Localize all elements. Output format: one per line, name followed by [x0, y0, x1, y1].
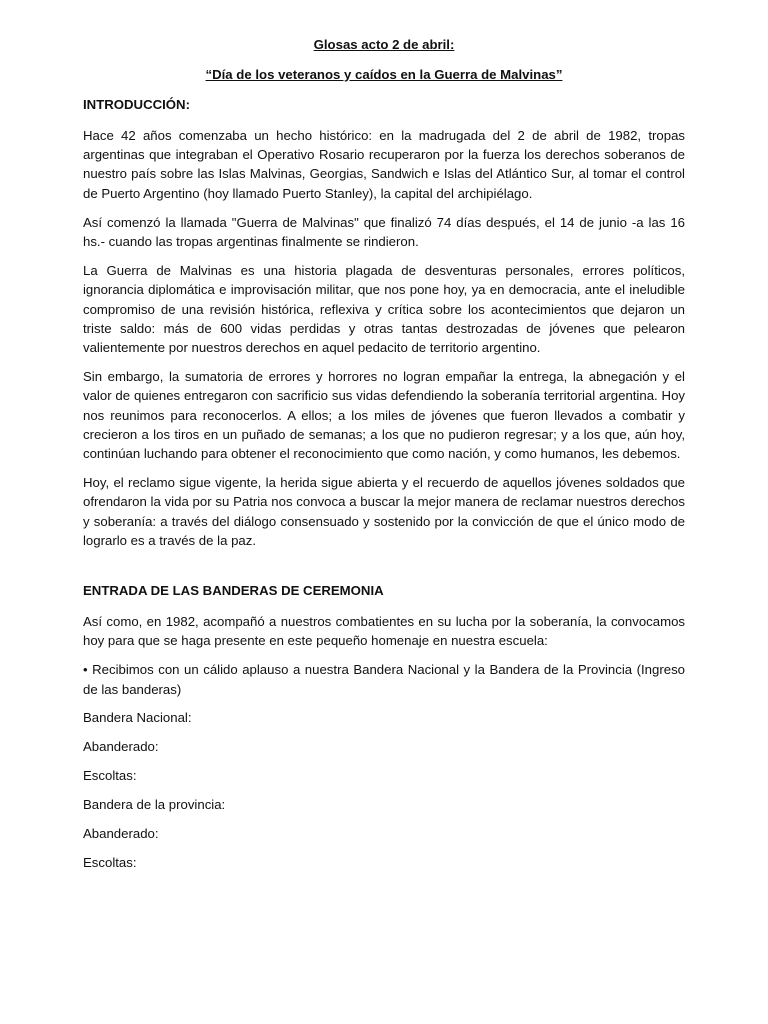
intro-paragraph-4: Sin embargo, la sumatoria de errores y horrores no logran empañar la entrega, la abnegación y el valor de quienes entregaron con sacrificio sus vidas defendiendo la soberanía territorial argentina. Hoy nos reunimos para reconocerlos. A ellos; a los miles de jóvenes que fueron llevados a combatir y crecieron a los tiros en un puñado de semanas; a los que no pudieron regresar; y a los que, aún hoy, continúan luchando para obtener el reconocimiento que como nación, y como humanos, les debemos.: [83, 369, 685, 462]
document-subtitle: “Día de los veteranos y caídos en la Guerra de Malvinas”: [205, 67, 563, 82]
intro-paragraph-2: Así comenzó la llamada "Guerra de Malvinas" que finalizó 74 días después, el 14 de junio -a las 16 hs.- cuando las tropas argentinas finalmente se rindieron.: [83, 214, 685, 250]
field-bandera-nacional: Bandera Nacional:: [83, 709, 192, 725]
field-escoltas-nacional: Escoltas:: [83, 767, 137, 783]
field-escoltas-provincia: Escoltas:: [83, 854, 137, 870]
field-abanderado-nacional: Abanderado:: [83, 738, 159, 754]
section-heading-entrada: ENTRADA DE LAS BANDERAS DE CEREMONIA: [83, 583, 384, 599]
field-bandera-provincia: Bandera de la provincia:: [83, 796, 226, 812]
field-abanderado-provincia: Abanderado:: [83, 825, 159, 841]
intro-paragraph-3: La Guerra de Malvinas es una historia plagada de desventuras personales, errores políticos, ignorancia diplomática e improvisación militar, que nos pone hoy, ya en democracia, ante el ineludible compromiso de una revisión histórica, reflexiva y crítica sobre los acontecimientos que dejaron un triste saldo: más de 600 vidas perdidas y otras tantas destrozadas de jóvenes que pelearon valientemente por nuestros derechos en aquel pedacito de territorio argentino.: [83, 263, 685, 356]
intro-paragraph-1: Hace 42 años comenzaba un hecho histórico: en la madrugada del 2 de abril de 1982, tropas argentinas que integraban el Operativo Rosario recuperaron por la fuerza los derechos soberanos de nuestro país sobre las Islas Malvinas, Georgias, Sandwich e Islas del Atlántico Sur, al tomar el control de Puerto Argentino (hoy llamado Puerto Stanley), la capital del archipiélago.: [83, 128, 685, 201]
section-heading-introduccion: INTRODUCCIÓN:: [83, 97, 190, 112]
document-title: Glosas acto 2 de abril:: [313, 37, 455, 52]
entrada-paragraph: Así como, en 1982, acompañó a nuestros combatientes en su lucha por la soberanía, la convocamos hoy para que se haga presente en este pequeño homenaje en nuestra escuela:: [83, 614, 685, 649]
section-spacer: [83, 560, 685, 582]
document-page: [83, 36, 685, 883]
entrada-bullet-item: • Recibimos con un cálido aplauso a nuestra Bandera Nacional y la Bandera de la Provincia (Ingreso de las banderas): [83, 662, 685, 697]
intro-paragraph-5: Hoy, el reclamo sigue vigente, la herida sigue abierta y el recuerdo de aquellos jóvenes soldados que ofrendaron la vida por su Patria nos convoca a buscar la mejor manera de reclamar nuestros derechos y soberanía: a través del diálogo consensuado y sostenido por la convicción de que el único modo de lograrlo es a través de la paz.: [83, 475, 685, 548]
